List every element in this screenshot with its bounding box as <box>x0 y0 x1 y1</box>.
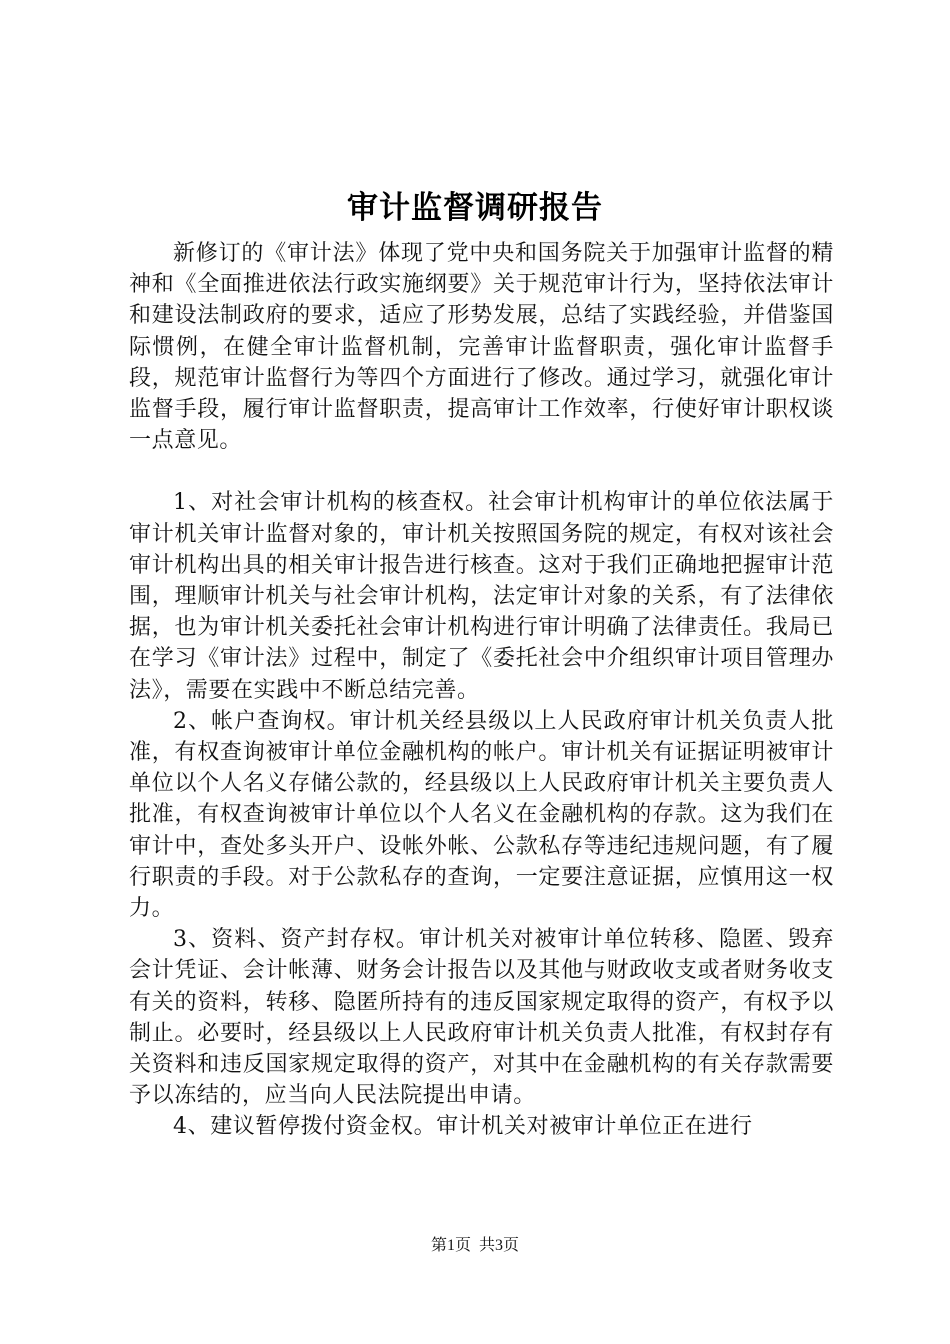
intro-paragraph: 新修订的《审计法》体现了党中央和国务院关于加强审计监督的精神和《全面推进依法行政实施纲要》关于规范审计行为，坚持依法审计和建设法制政府的要求，适应了形势发展，总结了实践经验，并借鉴国际惯例，在健全审计监督机制，完善审计监督职责，强化审计监督手段，规范审计监督行为等四个方面进行了修改。通过学习，就强化审计监督手段，履行审计监督职责，提高审计工作效率，行使好审计职权谈一点意见。 <box>129 241 834 454</box>
page-footer <box>0 1236 950 1256</box>
document-title: 审计监督调研报告 <box>347 190 603 226</box>
page-total: 共3页 <box>479 1237 520 1254</box>
section-paragraph-4: 4、建议暂停拨付资金权。审计机关对被审计单位正在进行 <box>173 1114 753 1140</box>
page-number: 第1页 <box>430 1237 471 1254</box>
section-paragraph-2: 2、帐户查询权。审计机关经县级以上人民政府审计机关负责人批准，有权查询被审计单位金融机构的帐户。审计机关有证据证明被审计单位以个人名义存储公款的，经县级以上人民政府审计机关主要负责人批准，有权查询被审计单位以个人名义在金融机构的存款。这为我们在审计中，查处多头开户、设帐外帐、公款私存等违纪违规问题，有了履行职责的手段。对于公款私存的查询，一定要注意证据，应慎用这一权力。 <box>129 708 834 922</box>
section-paragraph-3: 3、资料、资产封存权。审计机关对被审计单位转移、隐匿、毁弃会计凭证、会计帐薄、财务会计报告以及其他与财政收支或者财务收支有关的资料，转移、隐匿所持有的违反国家规定取得的资产，有权予以制止。必要时，经县级以上人民政府审计机关负责人批准，有权封存有关资料和违反国家规定取得的资产，对其中在金融机构的有关存款需要予以冻结的，应当向人民法院提出申请。 <box>129 927 834 1109</box>
section-paragraph-1: 1、对社会审计机构的核查权。社会审计机构审计的单位依法属于审计机关审计监督对象的，审计机关按照国务院的规定，有权对该社会审计机构出具的相关审计报告进行核查。这对于我们正确地把握审计范围，理顺审计机关与社会审计机构，法定审计对象的关系，有了法律依据，也为审计机关委托社会审计机构进行审计明确了法律责任。我局已在学习《审计法》过程中，制定了《委托社会中介组织审计项目管理办法》，需要在实践中不断总结完善。 <box>129 490 834 703</box>
document-body <box>129 238 834 1143</box>
